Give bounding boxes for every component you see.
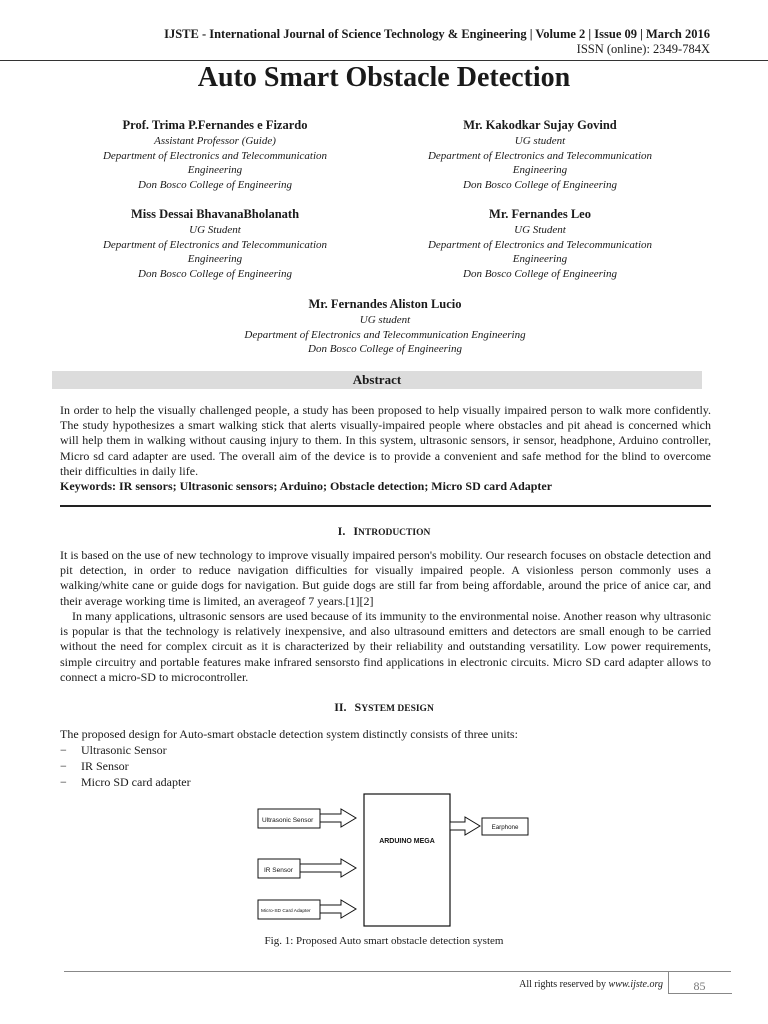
list-item-text: Ultrasonic Sensor (81, 743, 167, 757)
section-title-rest: YSTEM DESIGN (361, 704, 434, 714)
author-role: UG student (359, 314, 411, 326)
author-dept: Department of Electronics and Telecommunication (427, 238, 653, 251)
author-block (60, 117, 370, 192)
issn-line: ISSN (online): 2349-784X (576, 42, 710, 56)
section-number: II. (334, 700, 347, 714)
journal-header: IJSTE - International Journal of Science Technology & Engineering | Volume 2 | Issue 09 | March 2016 (164, 27, 710, 41)
microsd-label: Micro-SD Card Adapter (261, 909, 311, 914)
author-college: Don Bosco College of Engineering (463, 178, 617, 191)
section-title-initial: I (353, 524, 359, 538)
paper-title: Auto Smart Obstacle Detection (197, 62, 571, 93)
author-block (150, 296, 620, 357)
ir-arrow (300, 859, 356, 877)
footer-rule (64, 971, 731, 972)
author-name: Mr. Fernandes Leo (489, 207, 591, 221)
section-title-initial: S (354, 700, 362, 714)
author-dept: Department of Electronics and Telecommunication (427, 149, 653, 162)
abstract-text: In order to help the visually challenged people, a study has been proposed to help visually impaired person to walk more confidently. The study hypothesizes a smart walking stick that alerts visually-impaired people where obstacles and pit ahead is concerned which will help them in walking without causing injury to them. In this system, ultrasonic sensors, ir sensor, headphone, Arduino controller, Micro sd card adapter are used. The overall aim of the device is to provide a convenient and safe method for the blind to overcome their difficulties in daily life. (60, 403, 711, 478)
header-rule (0, 60, 768, 61)
footer-site-link[interactable]: www.ijste.org (608, 979, 663, 990)
list-item (60, 742, 167, 758)
author-name: Prof. Trima P.Fernandes e Fizardo (122, 118, 308, 132)
author-role: UG Student (189, 224, 241, 236)
arduino-block (364, 794, 450, 926)
page-number: 85 (693, 979, 706, 993)
author-dept-cont: Engineering (187, 164, 243, 176)
author-role: Assistant Professor (Guide) (154, 135, 276, 147)
earphone-arrow (450, 817, 480, 835)
figure-caption: Fig. 1: Proposed Auto smart obstacle detection system (264, 935, 504, 947)
author-role: UG student (514, 135, 566, 147)
author-dept: Department of Electronics and Telecommunication (102, 149, 328, 162)
list-dash: − (60, 759, 67, 773)
intro-paragraph: In many applications, ultrasonic sensors are used because of its immunity to the environmental noise. Another reason why ultrasonic is popular is that the technology is relatively inexpensive, and also ultrasound emitters and detectors are small enough to be carried without the need for complex circuit as it is characterized by their reliability and outstanding versatility. Low power requirements, simple circuitry and portable features make infrared sensorsto find applications in electronic circuits. Micro SD card adapter allows to connect a micro-SD to microcontroller. (60, 609, 711, 684)
author-block (385, 206, 695, 281)
microsd-arrow (320, 900, 356, 918)
ultrasonic-arrow (320, 809, 356, 827)
footer-rights (400, 979, 663, 990)
ir-label: IR Sensor (264, 867, 293, 874)
list-item-text: Micro SD card adapter (81, 775, 191, 789)
author-dept-cont: Engineering (512, 164, 568, 176)
author-role: UG Student (514, 224, 566, 236)
author-college: Don Bosco College of Engineering (138, 267, 292, 280)
author-dept-cont: Engineering (187, 253, 243, 265)
author-block (60, 206, 370, 281)
author-name: Mr. Kakodkar Sujay Govind (463, 118, 617, 132)
author-dept: Department of Electronics and Telecommunication (102, 238, 328, 251)
keywords: Keywords: IR sensors; Ultrasonic sensors; Arduino; Obstacle detection; Micro SD card Adapter (60, 479, 553, 493)
list-item-text: IR Sensor (81, 759, 129, 773)
list-dash: − (60, 743, 67, 757)
author-college: Don Bosco College of Engineering (463, 267, 617, 280)
author-name: Mr. Fernandes Aliston Lucio (308, 297, 462, 311)
author-dept-cont: Engineering (512, 253, 568, 265)
list-dash: − (60, 775, 67, 789)
list-item (60, 774, 191, 790)
author-dept: Department of Electronics and Telecommunication Engineering (244, 328, 526, 341)
abstract-divider (60, 505, 711, 507)
author-college: Don Bosco College of Engineering (308, 343, 462, 355)
ultrasonic-label: Ultrasonic Sensor (262, 817, 314, 824)
section-heading-system-design (0, 700, 768, 715)
arduino-label: ARDUINO MEGA (379, 838, 435, 845)
list-item (60, 758, 129, 774)
author-name: Miss Dessai BhavanaBholanath (130, 207, 300, 221)
section-title-rest: NTRODUCTION (358, 528, 431, 538)
system-design-paragraph: The proposed design for Auto-smart obstacle detection system distinctly consists of three units: (60, 727, 518, 741)
intro-paragraph: It is based on the use of new technology to improve visually impaired person's mobility. Our research focuses on obstacle detection and pit detection, in order to reduce navigation difficulties for visually impaired people. A visionless person commonly uses a walking/white cane or guide dogs for navigation. But guide dogs are still far from being affordable, around the price of anice car, and their average working time is limited, an averageof 7 years.[1][2] (60, 548, 711, 608)
block-diagram (253, 790, 533, 930)
abstract-heading: Abstract (52, 371, 702, 389)
section-number: I. (337, 524, 346, 538)
rights-text: All rights reserved by (519, 979, 607, 990)
author-block (385, 117, 695, 192)
earphone-label: Earphone (491, 824, 519, 831)
section-heading-introduction (0, 524, 768, 539)
author-college: Don Bosco College of Engineering (138, 178, 292, 191)
